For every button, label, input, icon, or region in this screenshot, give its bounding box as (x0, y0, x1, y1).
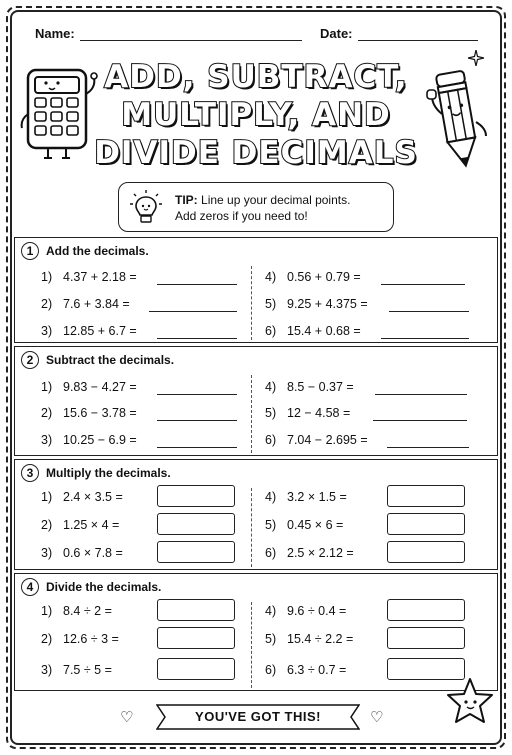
problem-3-5 (265, 518, 343, 532)
tip-box (118, 182, 394, 232)
answer-line[interactable] (381, 338, 469, 339)
answer-line[interactable] (375, 394, 467, 395)
column-divider (251, 488, 252, 567)
problem-expression: 9.83 − 4.27 = (63, 380, 137, 394)
answer-box[interactable] (157, 485, 235, 507)
problem-number: 5) (265, 632, 277, 646)
answer-box[interactable] (387, 513, 465, 535)
problem-number: 1) (41, 380, 53, 394)
answer-box[interactable] (157, 599, 235, 621)
problem-number: 3) (41, 433, 53, 447)
banner-text: YOU'VE GOT THIS! (195, 709, 321, 724)
problem-expression: 3.2 × 1.5 = (287, 490, 347, 504)
problem-number: 1) (41, 490, 53, 504)
tip-label: TIP: (175, 193, 198, 207)
problem-2-1 (41, 380, 137, 394)
problem-expression: 2.5 × 2.12 = (287, 546, 354, 560)
problem-expression: 8.4 ÷ 2 = (63, 604, 112, 618)
answer-line[interactable] (373, 420, 467, 421)
problem-number: 4) (265, 490, 277, 504)
section-number: 2 (21, 351, 39, 369)
problem-4-2 (41, 632, 119, 646)
title-line-3: DIVIDE DECIMALS (94, 135, 418, 171)
answer-box[interactable] (157, 658, 235, 680)
problem-1-1 (41, 270, 137, 284)
problem-4-3 (41, 663, 112, 677)
problem-expression: 0.45 × 6 = (287, 518, 344, 532)
problem-number: 5) (265, 297, 277, 311)
section-title: Subtract the decimals. (46, 353, 175, 367)
title-line-2: MULTIPLY, AND (121, 97, 391, 133)
answer-line[interactable] (157, 447, 237, 448)
problem-expression: 9.25 + 4.375 = (287, 297, 368, 311)
problem-1-5 (265, 297, 368, 311)
problem-4-6 (265, 663, 346, 677)
section-number: 4 (21, 578, 39, 596)
answer-line[interactable] (381, 284, 465, 285)
problem-expression: 4.37 + 2.18 = (63, 270, 137, 284)
problem-expression: 7.6 + 3.84 = (63, 297, 130, 311)
problem-number: 3) (41, 546, 53, 560)
problem-number: 2) (41, 518, 53, 532)
problem-number: 4) (265, 270, 277, 284)
problem-number: 6) (265, 546, 277, 560)
name-label: Name: (35, 26, 75, 41)
problem-number: 2) (41, 406, 53, 420)
problem-1-6 (265, 324, 361, 338)
problem-number: 4) (265, 380, 277, 394)
problem-number: 4) (265, 604, 277, 618)
heart-icon: ♡ (370, 709, 384, 726)
answer-line[interactable] (149, 311, 237, 312)
problem-expression: 15.6 − 3.78 = (63, 406, 137, 420)
problem-2-4 (265, 380, 354, 394)
problem-2-3 (41, 433, 137, 447)
answer-line[interactable] (157, 338, 237, 339)
heart-icon: ♡ (120, 709, 134, 726)
problem-expression: 15.4 ÷ 2.2 = (287, 632, 354, 646)
answer-box[interactable] (157, 513, 235, 535)
tip-text (175, 192, 350, 224)
answer-line[interactable] (157, 284, 237, 285)
answer-box[interactable] (387, 485, 465, 507)
tip-line-2: Add zeros if you need to! (175, 209, 308, 223)
column-divider (251, 375, 252, 453)
problem-number: 6) (265, 324, 277, 338)
problem-expression: 7.5 ÷ 5 = (63, 663, 112, 677)
section-divide (14, 573, 498, 691)
answer-box[interactable] (387, 541, 465, 563)
section-title: Add the decimals. (46, 244, 149, 258)
problem-1-3 (41, 324, 137, 338)
answer-line[interactable] (157, 420, 237, 421)
problem-2-6 (265, 433, 368, 447)
problem-3-3 (41, 546, 123, 560)
problem-expression: 6.3 ÷ 0.7 = (287, 663, 347, 677)
problem-number: 5) (265, 406, 277, 420)
problem-expression: 15.4 + 0.68 = (287, 324, 361, 338)
problem-expression: 9.6 ÷ 0.4 = (287, 604, 347, 618)
answer-line[interactable] (389, 311, 469, 312)
problem-3-4 (265, 490, 347, 504)
section-title: Multiply the decimals. (46, 466, 171, 480)
problem-number: 5) (265, 518, 277, 532)
problem-expression: 12.85 + 6.7 = (63, 324, 137, 338)
star-icon (444, 676, 496, 728)
problem-expression: 0.56 + 0.79 = (287, 270, 361, 284)
problem-expression: 8.5 − 0.37 = (287, 380, 354, 394)
problem-number: 2) (41, 297, 53, 311)
problem-number: 2) (41, 632, 53, 646)
problem-3-2 (41, 518, 119, 532)
answer-line[interactable] (387, 447, 469, 448)
title-line-1: ADD, SUBTRACT, (104, 59, 408, 95)
worksheet-title (90, 58, 422, 172)
section-title: Divide the decimals. (46, 580, 162, 594)
problem-expression: 10.25 − 6.9 = (63, 433, 137, 447)
problem-1-2 (41, 297, 130, 311)
section-number: 3 (21, 464, 39, 482)
problem-number: 6) (265, 663, 277, 677)
answer-line[interactable] (157, 394, 237, 395)
problem-2-5 (265, 406, 350, 420)
sparkle-icon (468, 50, 484, 66)
problem-4-4 (265, 604, 346, 618)
encouragement-banner (156, 704, 360, 730)
problem-expression: 0.6 × 7.8 = (63, 546, 123, 560)
problem-number: 1) (41, 270, 53, 284)
problem-number: 3) (41, 663, 53, 677)
answer-box[interactable] (387, 599, 465, 621)
problem-4-1 (41, 604, 112, 618)
answer-box[interactable] (387, 627, 465, 649)
problem-number: 3) (41, 324, 53, 338)
lightbulb-icon (129, 189, 163, 227)
section-subtract (14, 346, 498, 456)
problem-expression: 2.4 × 3.5 = (63, 490, 123, 504)
tip-line-1: Line up your decimal points. (201, 193, 351, 207)
problem-4-5 (265, 632, 353, 646)
section-add (14, 237, 498, 343)
column-divider (251, 602, 252, 688)
date-field[interactable] (358, 40, 478, 41)
problem-expression: 1.25 × 4 = (63, 518, 120, 532)
section-multiply (14, 459, 498, 570)
problem-3-6 (265, 546, 354, 560)
answer-box[interactable] (157, 627, 235, 649)
pencil-icon (424, 66, 494, 176)
problem-number: 1) (41, 604, 53, 618)
problem-1-4 (265, 270, 361, 284)
section-number: 1 (21, 242, 39, 260)
problem-2-2 (41, 406, 137, 420)
column-divider (251, 266, 252, 340)
problem-expression: 12.6 ÷ 3 = (63, 632, 119, 646)
problem-expression: 7.04 − 2.695 = (287, 433, 368, 447)
problem-number: 6) (265, 433, 277, 447)
problem-3-1 (41, 490, 123, 504)
answer-box[interactable] (157, 541, 235, 563)
name-field[interactable] (80, 40, 302, 41)
problem-expression: 12 − 4.58 = (287, 406, 351, 420)
date-label: Date: (320, 26, 353, 41)
